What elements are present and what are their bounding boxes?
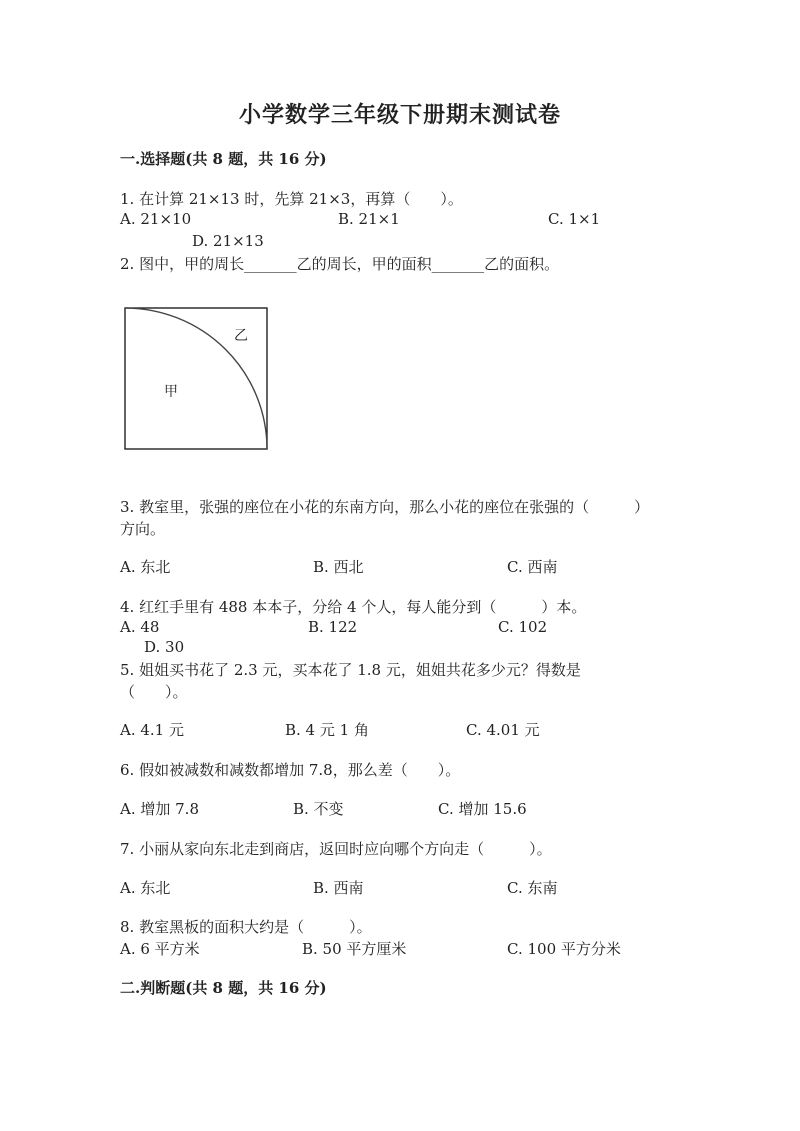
question-8-option-c[interactable]: C. 100 平方分米 <box>507 940 621 958</box>
question-4-option-a[interactable]: A. 48 <box>120 618 160 636</box>
question-5-option-b[interactable]: B. 4 元 1 角 <box>285 721 369 739</box>
question-7-option-b[interactable]: B. 西南 <box>313 879 364 897</box>
question-4-text: 4. 红红手里有 488 本本子，分给 4 个人，每人能分到（ ）本。 <box>120 598 587 616</box>
question-6-option-b[interactable]: B. 不变 <box>293 800 344 818</box>
page-title: 小学数学三年级下册期末测试卷 <box>238 102 561 128</box>
question-7-option-a[interactable]: A. 东北 <box>120 879 171 897</box>
question-1-text: 1. 在计算 21×13 时，先算 21×3，再算（ ）。 <box>120 190 463 208</box>
question-1-option-b[interactable]: B. 21×1 <box>338 210 400 228</box>
quarter-circle-figure <box>124 307 270 455</box>
question-6-option-a[interactable]: A. 增加 7.8 <box>120 800 199 818</box>
question-6-text: 6. 假如被减数和减数都增加 7.8，那么差（ ）。 <box>120 761 461 779</box>
question-8-option-b[interactable]: B. 50 平方厘米 <box>302 940 407 958</box>
question-2-text: 2. 图中，甲的周长_______乙的周长，甲的面积_______乙的面积。 <box>120 255 560 273</box>
section-heading-choice: 一.选择题(共 8 题，共 16 分) <box>120 150 327 168</box>
question-4-option-d[interactable]: D. 30 <box>144 638 185 656</box>
section-heading-judgement: 二.判断题(共 8 题，共 16 分) <box>120 979 327 997</box>
question-3-text-line1: 3. 教室里，张强的座位在小花的东南方向，那么小花的座位在张强的（ ） <box>120 498 650 516</box>
question-3-text-line2: 方向。 <box>120 520 166 538</box>
question-6-option-c[interactable]: C. 增加 15.6 <box>438 800 527 818</box>
question-1-option-a[interactable]: A. 21×10 <box>120 210 192 228</box>
question-5-text-line1: 5. 姐姐买书花了 2.3 元，买本花了 1.8 元，姐姐共花多少元？得数是 <box>120 661 581 679</box>
question-3-option-b[interactable]: B. 西北 <box>313 558 364 576</box>
figure-label-jia: 甲 <box>164 384 178 400</box>
question-3-option-a[interactable]: A. 东北 <box>120 558 171 576</box>
question-5-option-c[interactable]: C. 4.01 元 <box>466 721 540 739</box>
question-7-text: 7. 小丽从家向东北走到商店，返回时应向哪个方向走（ ）。 <box>120 840 552 858</box>
question-5-text-line2: （ ）。 <box>120 683 188 701</box>
question-8-text: 8. 教室黑板的面积大约是（ ）。 <box>120 918 372 936</box>
question-3-option-c[interactable]: C. 西南 <box>507 558 558 576</box>
question-4-option-b[interactable]: B. 122 <box>308 618 358 636</box>
question-1-option-d[interactable]: D. 21×13 <box>192 232 264 250</box>
question-1-option-c[interactable]: C. 1×1 <box>548 210 601 228</box>
question-4-option-c[interactable]: C. 102 <box>498 618 548 636</box>
figure-label-yi: 乙 <box>234 328 248 344</box>
question-8-option-a[interactable]: A. 6 平方米 <box>120 940 200 958</box>
question-5-option-a[interactable]: A. 4.1 元 <box>120 721 184 739</box>
question-7-option-c[interactable]: C. 东南 <box>507 879 558 897</box>
